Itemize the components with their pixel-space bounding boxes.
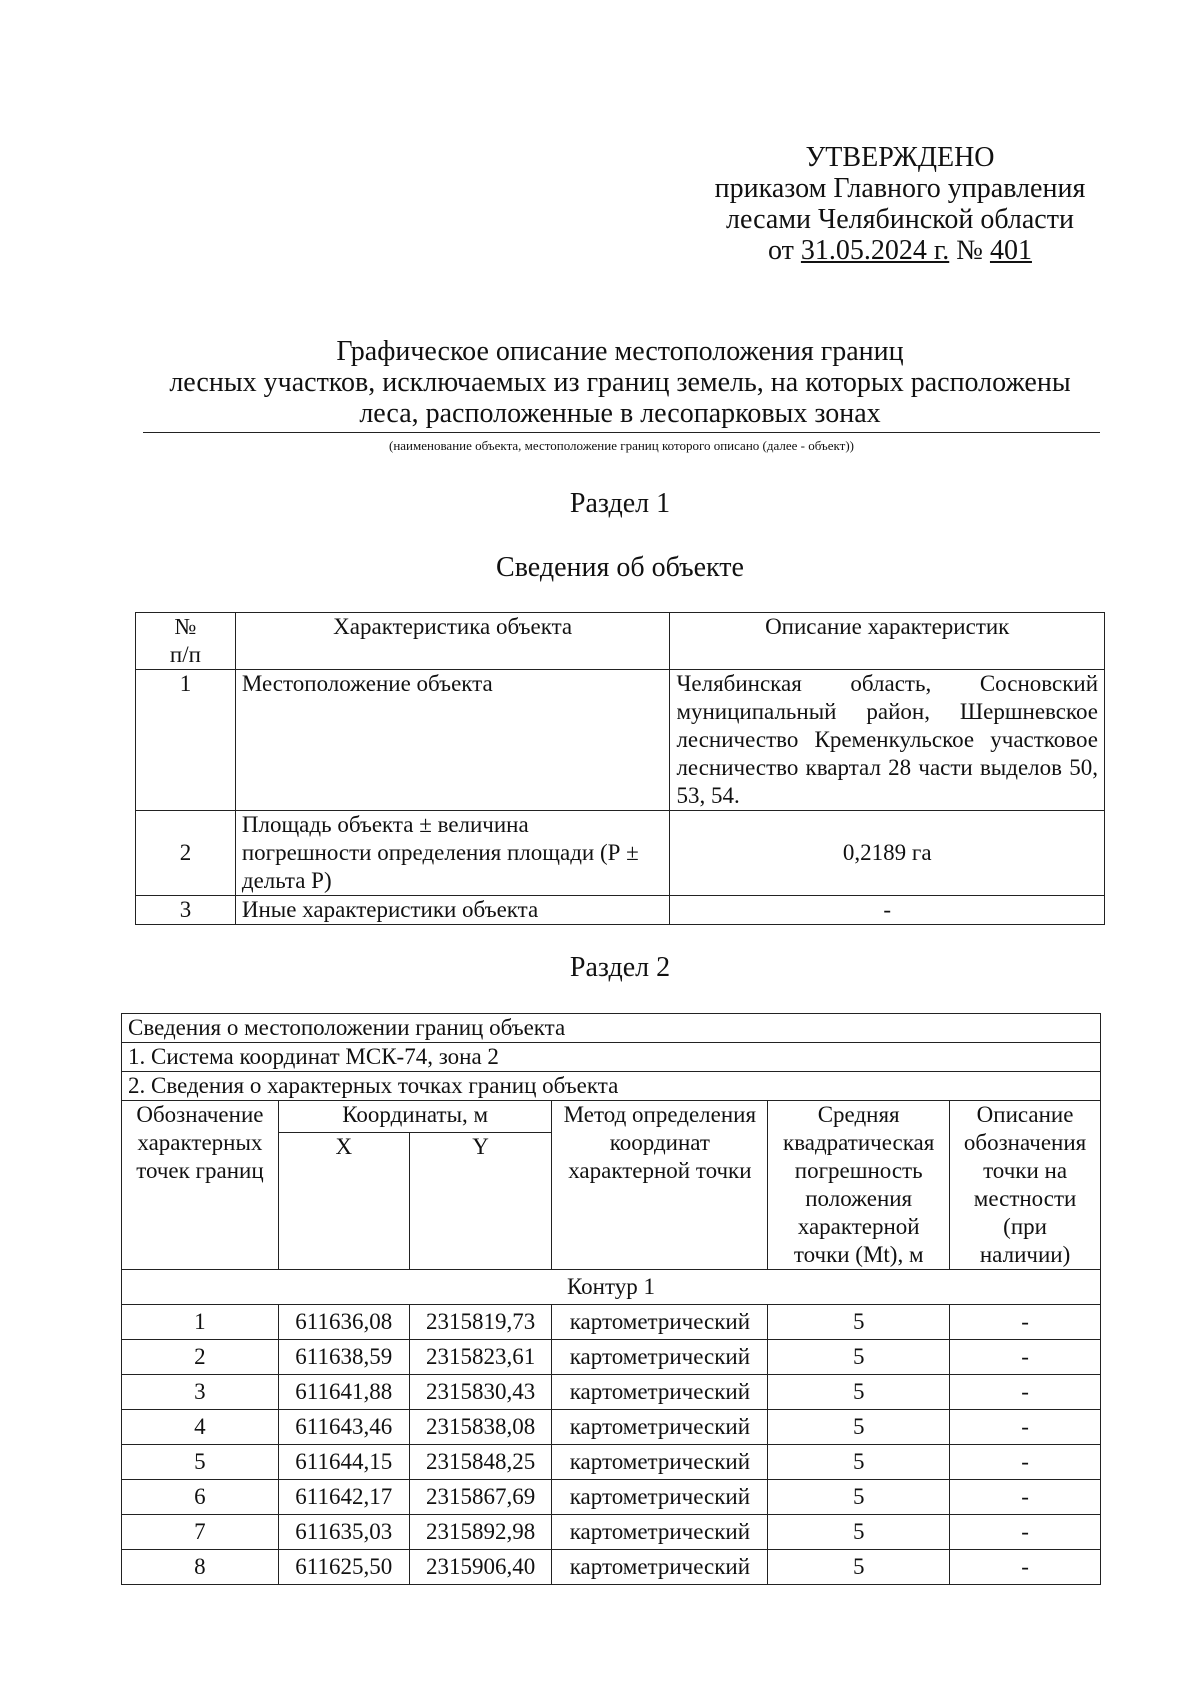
document-title xyxy=(140,336,1100,429)
table-row: 4 611643,46 2315838,08 картометрический 5 - xyxy=(122,1410,1101,1445)
object-info-table xyxy=(135,612,1105,925)
points-info-line: 2. Сведения о характерных точках границ объекта xyxy=(122,1072,1101,1101)
row-characteristic: Площадь объекта ± величина погрешности определения площади (Р ± дельта Р) xyxy=(235,811,670,896)
row-num: 2 xyxy=(136,811,236,896)
date-prefix: от xyxy=(768,235,801,266)
table-row: 7 611635,03 2315892,98 картометрический 5 - xyxy=(122,1515,1101,1550)
table-row xyxy=(136,670,1105,811)
section2-heading: Раздел 2 xyxy=(569,952,671,983)
approval-date: 31.05.2024 г. xyxy=(800,235,950,266)
approval-authority-line: лесами Челябинской области xyxy=(726,204,1074,235)
row-characteristic: Иные характеристики объекта xyxy=(235,896,670,925)
table-row: 1 611636,08 2315819,73 картометрический 5 - xyxy=(122,1305,1101,1340)
header-description: Описание характеристик xyxy=(670,613,1105,670)
title-underline xyxy=(143,432,1100,433)
header-y: Y xyxy=(409,1133,552,1270)
table-row: 5 611644,15 2315848,25 картометрический 5 - xyxy=(122,1445,1101,1480)
section1-heading: Раздел 1 xyxy=(569,488,671,519)
number-prefix: № xyxy=(949,235,990,266)
row-num: 1 xyxy=(136,670,236,811)
title-caption: (наименование объекта, местоположение границ которого описано (далее - объект)) xyxy=(389,438,854,453)
title-line-2: лесных участков, исключаемых из границ земель, на которых расположены xyxy=(169,367,1071,398)
table-row xyxy=(136,896,1105,925)
header-method: Метод определения координат характерной точки xyxy=(552,1101,768,1270)
table-row: 8 611625,50 2315906,40 картометрический 5 - xyxy=(122,1550,1101,1585)
approval-block xyxy=(700,142,1100,266)
table-row: 2 611638,59 2315823,61 картометрический 5 - xyxy=(122,1340,1101,1375)
header-designation: Обозначение характерных точек границ xyxy=(122,1101,279,1270)
row-description: Челябинская область, Сосновский муниципальный район, Шершневское лесничество Кременкульское участковое лесничество квартал 28 части выделов 50, 53, 54. xyxy=(670,670,1105,811)
header-coordinates: Координаты, м xyxy=(278,1101,552,1133)
approval-number: 401 xyxy=(989,235,1032,266)
header-x: X xyxy=(278,1133,409,1270)
table-header-row xyxy=(136,613,1105,670)
coordinate-system-line: 1. Система координат МСК-74, зона 2 xyxy=(122,1043,1101,1072)
table-row: 3 611641,88 2315830,43 картометрический 5 - xyxy=(122,1375,1101,1410)
row-description: - xyxy=(670,896,1105,925)
contour-label: Контур 1 xyxy=(122,1270,1101,1305)
row-num: 3 xyxy=(136,896,236,925)
title-line-1: Графическое описание местоположения границ xyxy=(336,336,904,367)
section1-subheading: Сведения об объекте xyxy=(496,552,744,583)
info-line: Сведения о местоположении границ объекта xyxy=(122,1014,1101,1043)
row-description: 0,2189 га xyxy=(670,811,1105,896)
header-point-description: Описание обозначения точки на местности (при наличии) xyxy=(950,1101,1101,1270)
approval-heading: УТВЕРЖДЕНО xyxy=(805,142,995,173)
title-line-3: леса, расположенные в лесопарковых зонах xyxy=(359,398,881,429)
header-num: № п/п xyxy=(136,613,236,670)
header-error: Средняя квадратическая погрешность положения характерной точки (Mt), м xyxy=(768,1101,950,1270)
table-row xyxy=(136,811,1105,896)
approval-order-line: приказом Главного управления xyxy=(714,173,1086,204)
boundary-points-table xyxy=(121,1013,1101,1585)
header-characteristic: Характеристика объекта xyxy=(235,613,670,670)
row-characteristic: Местоположение объекта xyxy=(235,670,670,811)
table-row: 6 611642,17 2315867,69 картометрический 5 - xyxy=(122,1480,1101,1515)
approval-date-line xyxy=(700,235,1100,266)
